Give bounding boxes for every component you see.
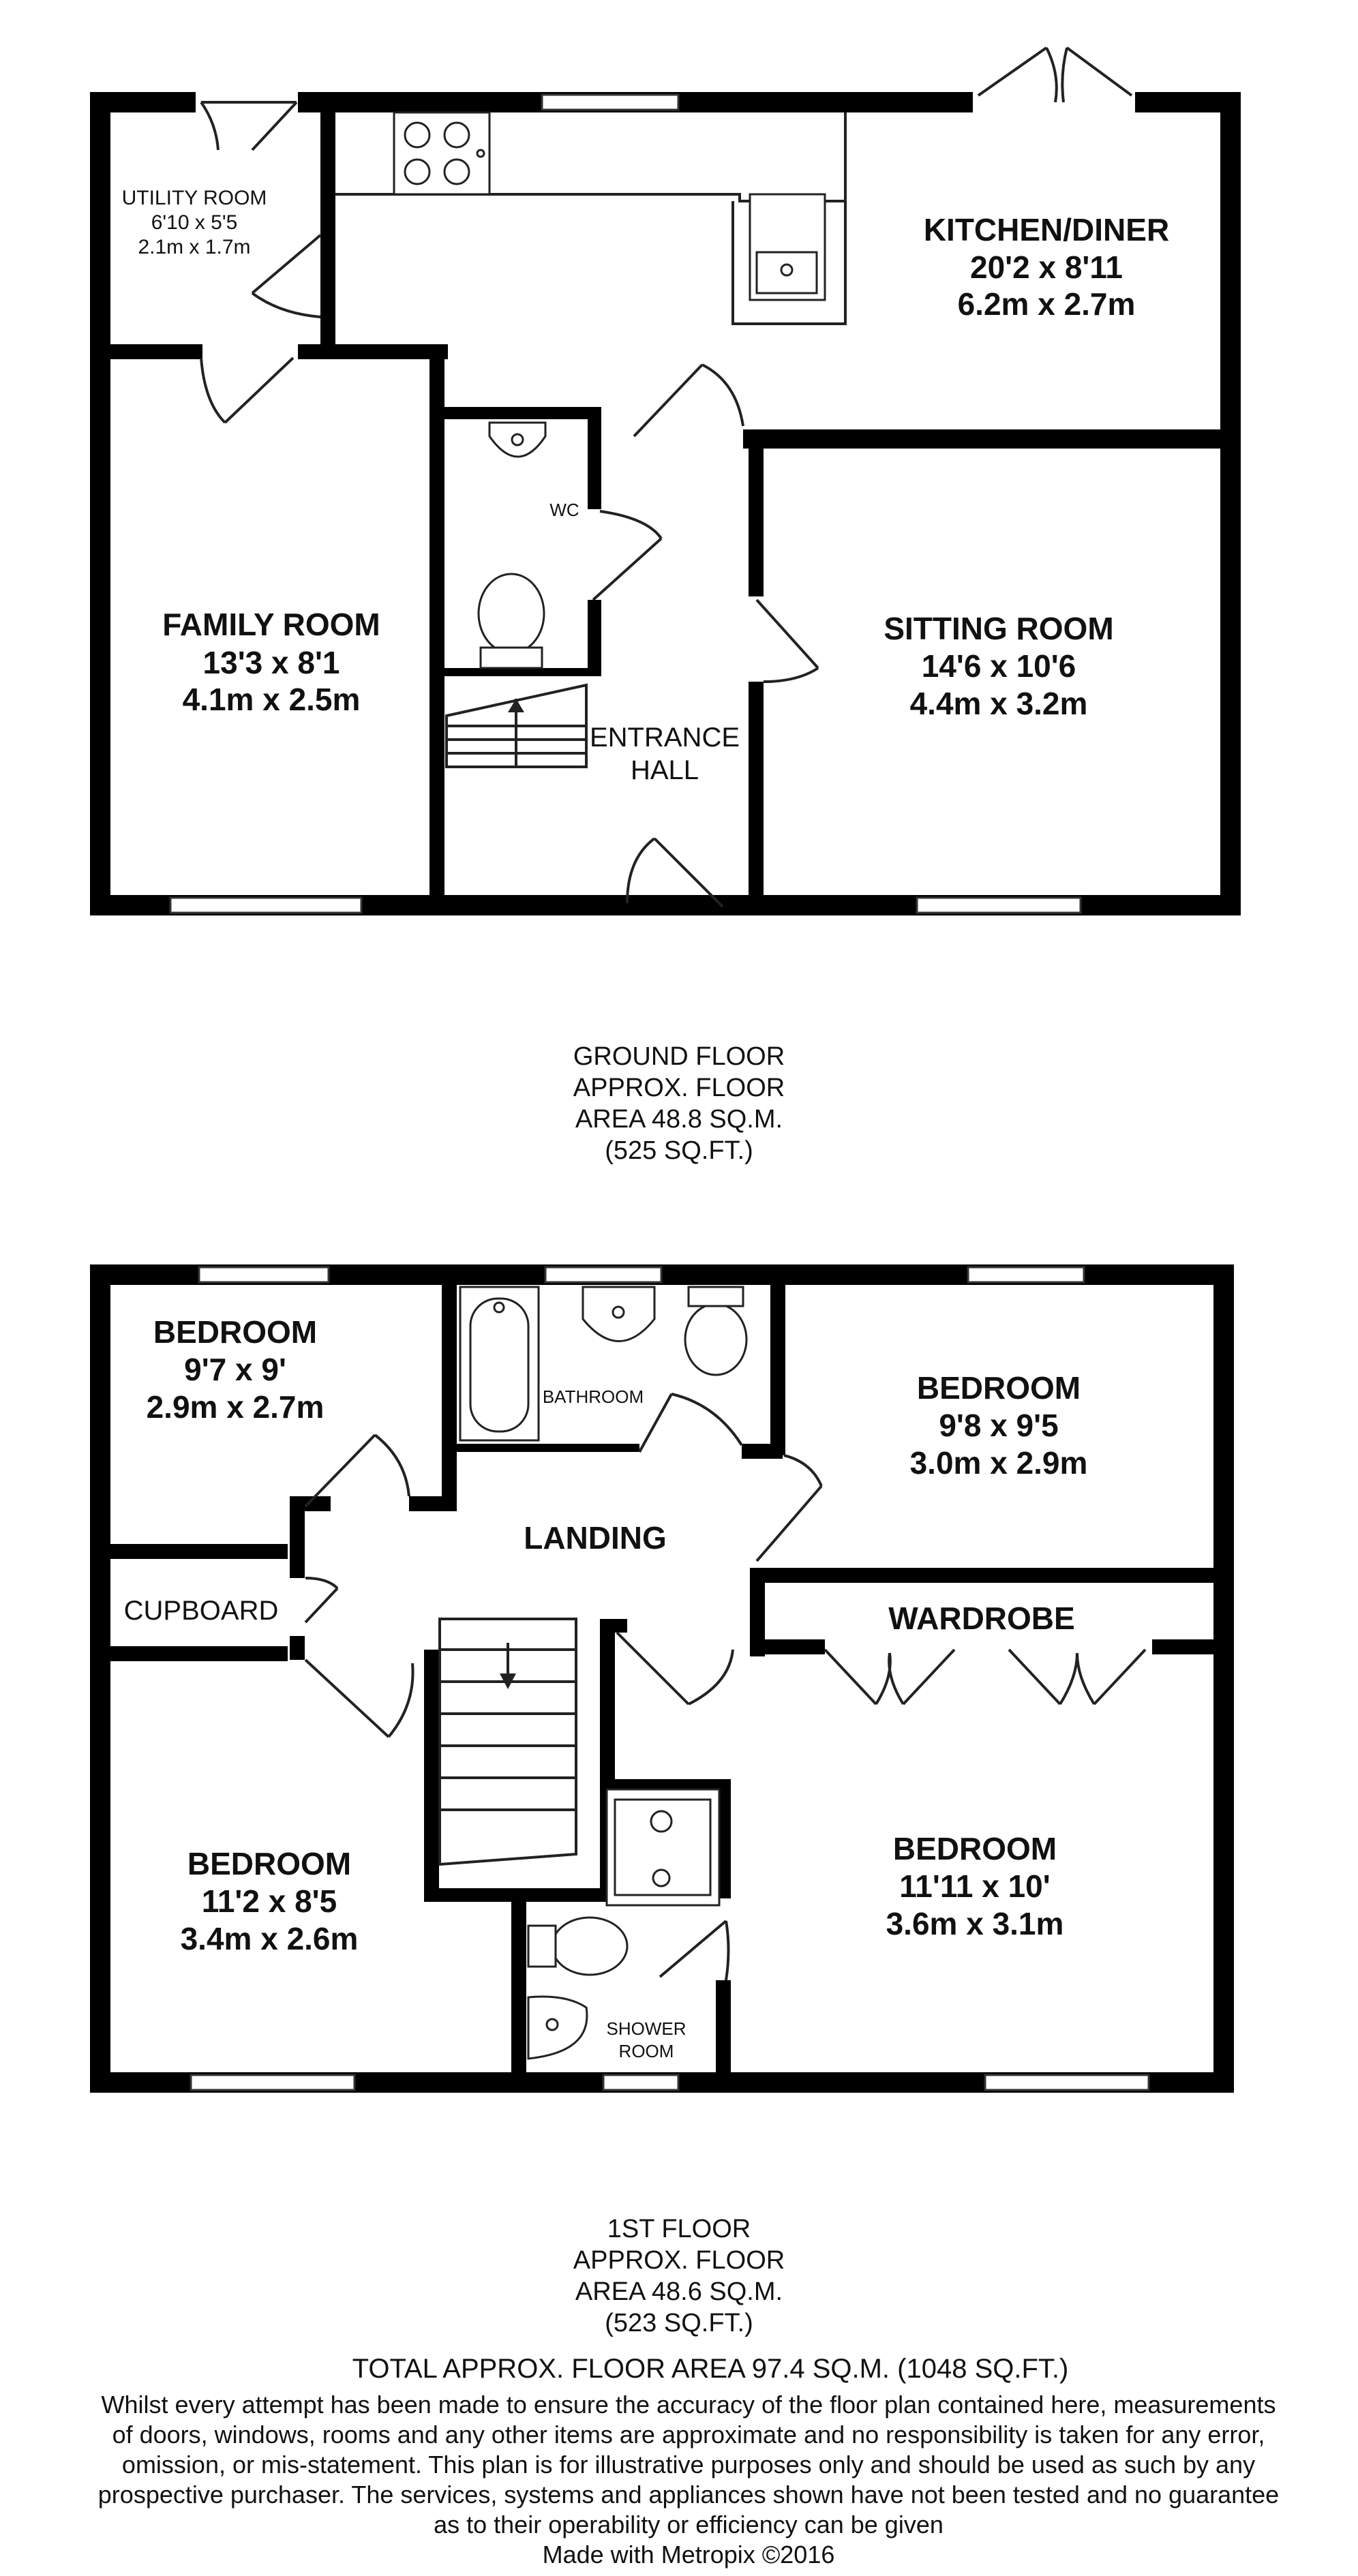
hob-icon <box>394 112 489 194</box>
kitchen-name: KITCHEN/DINER <box>923 212 1170 247</box>
bed3-metric: 3.4m x 2.6m <box>180 1921 359 1956</box>
landing-name: LANDING <box>524 1520 667 1556</box>
bed2-imperial: 9'8 x 9'5 <box>939 1408 1059 1443</box>
first-caption-line1: 1ST FLOOR <box>607 2215 751 2243</box>
bathroom-window <box>545 1267 661 1282</box>
family-window <box>170 898 361 913</box>
ground-caption-line1: GROUND FLOOR <box>573 1042 785 1071</box>
bed1-metric: 2.9m x 2.7m <box>146 1389 325 1425</box>
disclaimer-line3: omission, or mis-statement. This plan is for illustrative purposes only and should be used as such by any <box>121 2451 1256 2479</box>
family-imperial: 13'3 x 8'1 <box>202 645 340 680</box>
bed2-name: BEDROOM <box>916 1370 1081 1406</box>
bed4-imperial: 11'11 x 10' <box>899 1868 1051 1904</box>
ground-caption-line2: APPROX. FLOOR <box>573 1074 785 1102</box>
kitchen-metric: 6.2m x 2.7m <box>957 286 1136 322</box>
kitchen-window <box>542 95 678 110</box>
disclaimer-line4: prospective purchaser. The services, systems and appliances shown have not been tested and no guarantee <box>97 2481 1280 2509</box>
toilet-icon <box>552 1918 627 1975</box>
first-caption-line4: (523 SQ.FT.) <box>605 2309 753 2337</box>
bed3-window <box>191 2075 354 2090</box>
toilet-icon <box>479 574 544 653</box>
bed1-name: BEDROOM <box>153 1314 318 1350</box>
total-area: TOTAL APPROX. FLOOR AREA 97.4 SQ.M. (1048 SQ.FT.) <box>352 2354 1069 2384</box>
shower-line2: ROOM <box>618 2041 674 2061</box>
staircase-icon <box>447 685 586 767</box>
shower-line1: SHOWER <box>606 2018 686 2039</box>
staircase-icon <box>440 1619 576 1864</box>
cupboard-name: CUPBOARD <box>123 1596 279 1626</box>
sitting-metric: 4.4m x 3.2m <box>909 686 1088 721</box>
first-floor-plan <box>90 1264 1234 2337</box>
ground-caption-line4: (525 SQ.FT.) <box>605 1136 753 1165</box>
utility-metric: 2.1m x 1.7m <box>138 236 251 258</box>
bed2-window <box>968 1267 1084 1282</box>
utility-name: UTILITY ROOM <box>121 187 267 209</box>
kitchen-imperial: 20'2 x 8'11 <box>970 249 1123 285</box>
bed1-imperial: 9'7 x 9' <box>184 1352 286 1387</box>
credit: Made with Metropix ©2016 <box>542 2541 835 2569</box>
bed1-window <box>199 1267 329 1282</box>
shower-window <box>603 2075 678 2090</box>
footer <box>98 2354 1279 2569</box>
first-floor-caption <box>573 2215 785 2337</box>
bathroom-name: BATHROOM <box>542 1387 644 1407</box>
family-metric: 4.1m x 2.5m <box>182 682 361 717</box>
ground-floor-labels <box>122 187 1170 785</box>
hall-line2: HALL <box>630 755 699 785</box>
disclaimer-line2: of doors, windows, rooms and any other items are approximate and no responsibility is taken for any error, <box>112 2421 1265 2449</box>
bed4-metric: 3.6m x 3.1m <box>886 1906 1064 1941</box>
toilet-icon <box>685 1304 746 1375</box>
disclaimer-line5: as to their operability or efficiency can be given <box>434 2511 944 2539</box>
wardrobe-name: WARDROBE <box>888 1601 1075 1636</box>
family-name: FAMILY ROOM <box>162 607 380 642</box>
bed3-imperial: 11'2 x 8'5 <box>201 1883 337 1919</box>
sitting-name: SITTING ROOM <box>884 611 1114 646</box>
first-caption-line2: APPROX. FLOOR <box>573 2246 785 2275</box>
ground-floor-caption <box>573 1042 785 1165</box>
sitting-imperial: 14'6 x 10'6 <box>921 648 1076 684</box>
disclaimer-line1: Whilst every attempt has been made to ensure the accuracy of the floor plan contained here, measurements <box>101 2391 1276 2419</box>
ground-caption-line3: AREA 48.8 SQ.M. <box>575 1105 783 1134</box>
bed2-metric: 3.0m x 2.9m <box>909 1445 1088 1481</box>
ground-floor-plan <box>90 48 1241 1165</box>
bed4-name: BEDROOM <box>892 1831 1057 1866</box>
sitting-window <box>917 898 1081 913</box>
first-caption-line3: AREA 48.6 SQ.M. <box>575 2277 783 2306</box>
bed3-name: BEDROOM <box>187 1846 352 1881</box>
utility-imperial: 6'10 x 5'5 <box>151 211 238 234</box>
bed4-window <box>985 2075 1149 2090</box>
wc-name: WC <box>549 500 579 520</box>
hall-line1: ENTRANCE <box>589 723 740 753</box>
